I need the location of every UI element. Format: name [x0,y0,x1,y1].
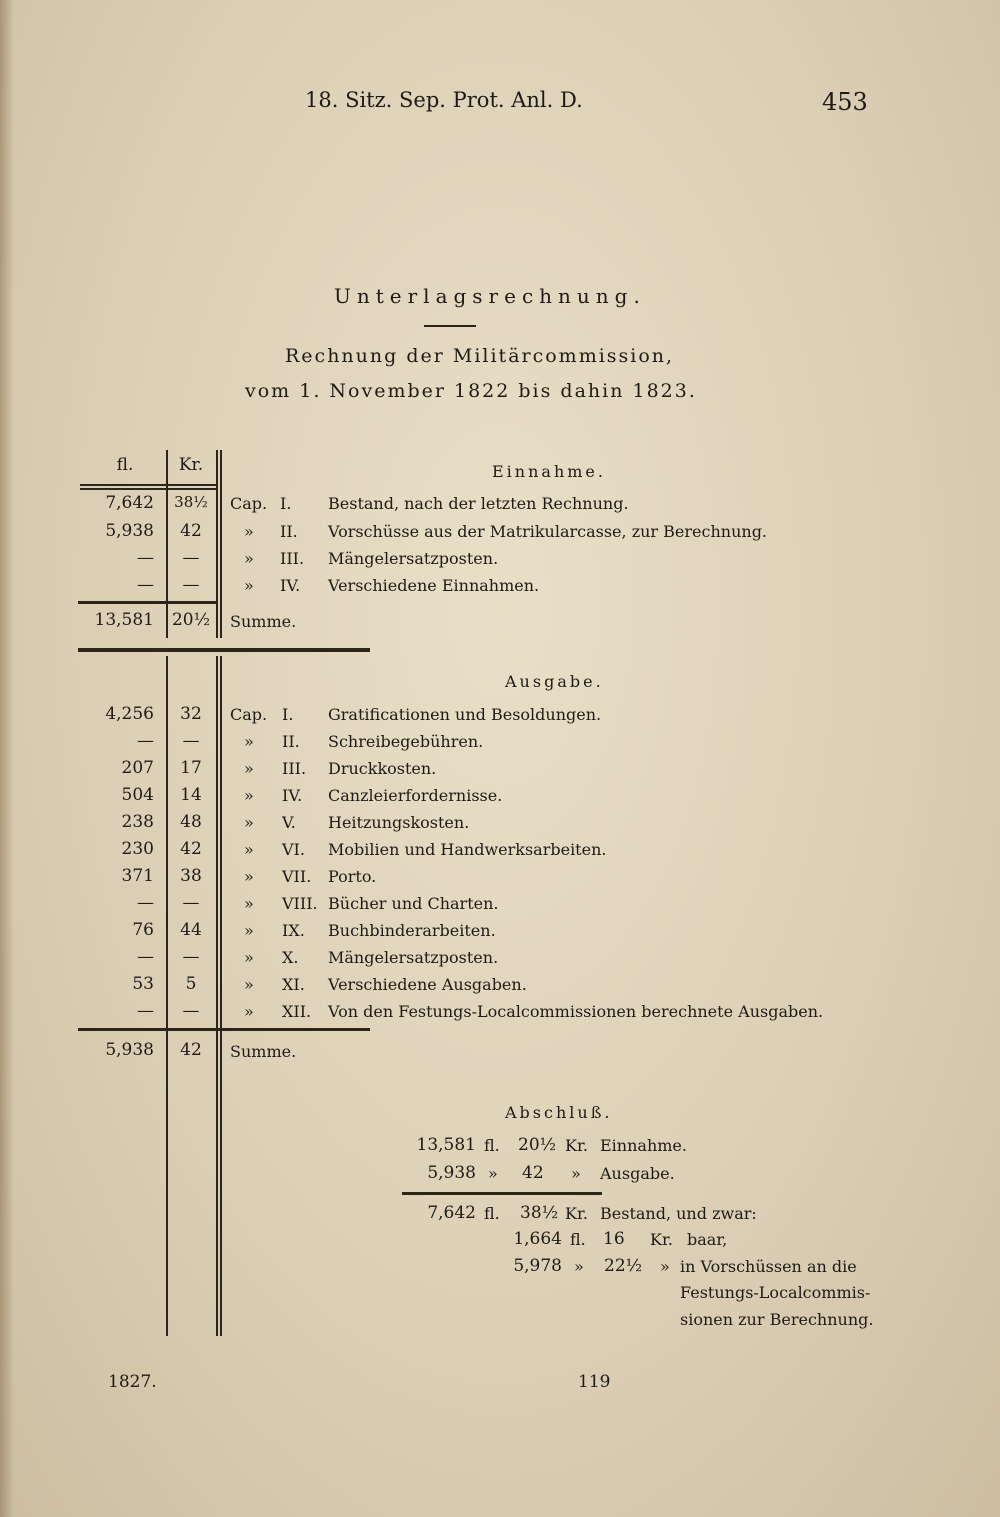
abschluss-line-6: Festungs-Localcommis- [680,1283,871,1302]
kr-value: 14 [180,785,202,805]
cap-label: » [244,1002,254,1021]
gl-value: 371 [121,866,154,886]
header-rule-2 [80,488,216,490]
cap-number: XI. [282,975,305,994]
kr-amount: 22½ [604,1256,643,1276]
amount: 5,978 [513,1256,562,1276]
cap-label: » [244,786,254,805]
cap-label: » [244,759,254,778]
abschluss-heading: Abschluß. [505,1103,613,1122]
column-header-kr: Kr. [178,455,204,475]
label: Einnahme. [600,1136,687,1155]
cap-number: III. [280,549,305,568]
kr-value: 32 [180,704,202,724]
cap-label: » [244,840,254,859]
unit-kr: Kr. [565,1204,588,1223]
cap-label: » [244,975,254,994]
kr-value: 38½ [174,493,208,511]
ausgabe-heading: Ausgabe. [505,672,604,691]
amount: 7,642 [427,1203,476,1223]
running-title: 18. Sitz. Sep. Prot. Anl. D. [305,88,583,112]
unit-fl: » [488,1164,498,1183]
title-rule [424,325,476,327]
cap-label: » [244,921,254,940]
abschluss-rule [402,1192,602,1195]
row-text: Mängelersatzposten. [328,948,499,967]
cap-number: IV. [280,576,301,595]
row-text: Bestand, nach der letzten Rechnung. [328,494,629,513]
column-header-gl: fl. [116,455,134,475]
subtitle-line1: Rechnung der Militärcommission, [285,345,675,367]
gl-value: 238 [121,812,154,832]
cap-number: VII. [282,867,312,886]
gl-value: 76 [132,920,154,940]
row-text: Schreibegebühren. [328,732,484,751]
cap-label: » [244,576,254,595]
row-text: Vorschüsse aus der Matrikularcasse, zur Berechnung. [328,522,768,541]
subtitle-line2: vom 1. November 1822 bis dahin 1823. [245,380,697,402]
row-text: Mobilien und Handwerksarbeiten. [328,840,607,859]
kr-amount: 16 [603,1229,625,1249]
kr-amount: 42 [522,1163,544,1183]
cap-label: » [244,948,254,967]
kr-value: — [182,575,200,595]
cap-label: » [244,732,254,751]
kr-value: 38 [180,866,202,886]
table-rule-v2b-lower [220,656,222,1336]
footer-year: 1827. [108,1372,157,1392]
row-text: Heitzungskosten. [328,813,470,832]
unit-fl: fl. [570,1230,586,1249]
kr-value: 48 [180,812,202,832]
row-text: Verschiedene Einnahmen. [328,576,540,595]
table-rule-v2b [220,450,222,638]
ausgabe-sum-rule [78,1028,370,1031]
kr-value: 17 [180,758,202,778]
kr-value: 42 [180,839,202,859]
gl-value: 504 [121,785,154,805]
row-text: Verschiedene Ausgaben. [328,975,527,994]
unit-fl: fl. [484,1136,500,1155]
kr-value: 44 [180,920,202,940]
row-text: Gratificationen und Besoldungen. [328,705,602,724]
gl-value: — [137,1001,154,1021]
document-title: Unterlagsrechnung. [334,284,646,308]
kr-value: — [182,893,200,913]
row-text: Von den Festungs-Localcommissionen berechnete Ausgaben. [328,1002,824,1021]
cap-label: » [244,522,254,541]
kr-value: — [182,1001,200,1021]
cap-number: IX. [282,921,305,940]
gl-value: 53 [132,974,154,994]
kr-value: — [182,731,200,751]
cap-number: V. [282,813,296,832]
gl-value: 207 [121,758,154,778]
gl-sum: 5,938 [105,1040,154,1060]
kr-value: — [182,548,200,568]
gl-value: 5,938 [105,521,154,541]
gl-sum: 13,581 [94,610,154,630]
cap-label: » [244,813,254,832]
cap-number: IV. [282,786,303,805]
unit-fl: fl. [484,1204,500,1223]
kr-sum: 42 [180,1040,202,1060]
row-text: Druckkosten. [328,759,437,778]
abschluss-line-7: sionen zur Berechnung. [680,1310,874,1329]
gl-value: — [137,731,154,751]
einnahme-heading: Einnahme. [492,462,606,481]
cap-label: Cap. [230,705,268,724]
kr-value: 5 [185,974,197,994]
unit-kr: » [660,1257,670,1276]
sum-label: Summe. [230,1042,297,1061]
cap-number: I. [282,705,294,724]
page-edge-shadow [0,0,14,1517]
cap-number: II. [280,522,298,541]
row-text: Mängelersatzposten. [328,549,499,568]
cap-label: Cap. [230,494,268,513]
row-text: Canzleierfordernisse. [328,786,503,805]
cap-number: III. [282,759,307,778]
cap-label: » [244,549,254,568]
cap-number: I. [280,494,292,513]
header-rule [80,484,216,486]
sum-label: Summe. [230,612,297,631]
cap-number: VIII. [282,894,318,913]
table-rule-v2 [216,450,218,638]
cap-label: » [244,894,254,913]
cap-number: VI. [282,840,305,859]
row-text: Buchbinderarbeiten. [328,921,496,940]
unit-kr: » [571,1164,581,1183]
footer-signature: 119 [578,1372,611,1392]
unit-kr: Kr. [565,1136,588,1155]
section-separator [78,648,370,652]
kr-value: 42 [180,521,202,541]
gl-value: — [137,947,154,967]
gl-value: — [137,575,154,595]
kr-value: — [182,947,200,967]
gl-value: — [137,548,154,568]
unit-fl: » [574,1257,584,1276]
label: in Vorschüssen an die [680,1257,857,1276]
row-text: Bücher und Charten. [328,894,499,913]
gl-value: 7,642 [105,493,154,513]
table-rule-v2-lower [216,656,218,1336]
gl-value: — [137,893,154,913]
kr-amount: 20½ [518,1135,557,1155]
label: Bestand, und zwar: [600,1204,757,1223]
amount: 5,938 [427,1163,476,1183]
page-number: 453 [822,88,868,116]
einnahme-sum-rule [78,601,218,604]
cap-number: X. [282,948,299,967]
amount: 13,581 [416,1135,476,1155]
cap-label: » [244,867,254,886]
gl-value: 230 [121,839,154,859]
kr-sum: 20½ [171,610,211,630]
label: baar, [687,1230,728,1249]
amount: 1,664 [513,1229,562,1249]
cap-number: XII. [282,1002,312,1021]
unit-kr: Kr. [650,1230,673,1249]
kr-amount: 38½ [520,1203,559,1223]
cap-number: II. [282,732,300,751]
row-text: Porto. [328,867,377,886]
gl-value: 4,256 [105,704,154,724]
label: Ausgabe. [600,1164,675,1183]
